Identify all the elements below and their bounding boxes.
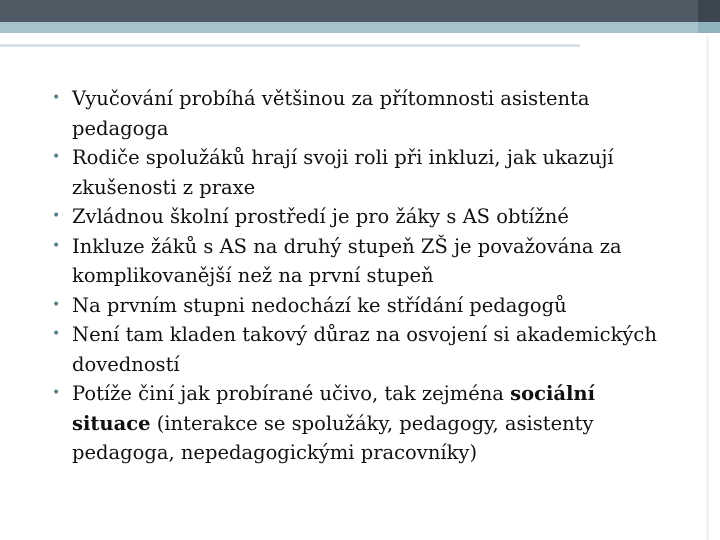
bullet-text: Na prvním stupni nedochází ke střídání pedagogů [72, 293, 567, 317]
bullet-text: Zvládnou školní prostředí je pro žáky s AS obtížné [72, 205, 569, 228]
top-bar-corner [698, 0, 720, 22]
bullet-text: Inkluze žáků s AS na druhý stupeň ZŠ je považována za komplikovanější než na první stupeň [72, 234, 622, 287]
bullet-icon: • [52, 326, 61, 342]
bullet-icon: • [52, 237, 61, 254]
bullet-icon: • [52, 90, 61, 106]
slide-content [50, 84, 670, 468]
accent-bar-corner [698, 22, 720, 33]
bullet-item [50, 143, 670, 202]
bullet-text-suffix: (interakce se spolužáky, pedagogy, asistenty pedagoga, nepedagogickými pracovníky) [72, 411, 594, 464]
bullet-icon: • [52, 296, 61, 313]
divider-line [0, 44, 580, 47]
bullet-item [50, 202, 670, 232]
bullet-item [50, 291, 670, 321]
bullet-item [50, 232, 670, 291]
side-line [706, 36, 709, 540]
top-bar [0, 0, 720, 22]
bullet-icon: • [52, 208, 61, 224]
bullet-list [50, 84, 670, 468]
bullet-icon: • [52, 149, 61, 165]
bullet-item [50, 84, 670, 143]
bullet-icon: • [52, 385, 61, 401]
bullet-text: Není tam kladen takový důraz na osvojení si akademických dovedností [72, 323, 657, 376]
bullet-item [50, 379, 670, 468]
bullet-text-emphasis: sociální situace [72, 382, 596, 435]
bullet-item [50, 320, 670, 379]
bullet-text: Rodiče spolužáků hrají svoji roli při inkluzi, jak ukazují zkušenosti z praxe [72, 146, 614, 199]
bullet-text: Vyučování probíhá většinou za přítomnosti asistenta pedagoga [72, 87, 590, 140]
bullet-text-prefix: Potíže činí jak probírané učivo, tak zejména [72, 382, 511, 405]
accent-bar [0, 22, 720, 33]
